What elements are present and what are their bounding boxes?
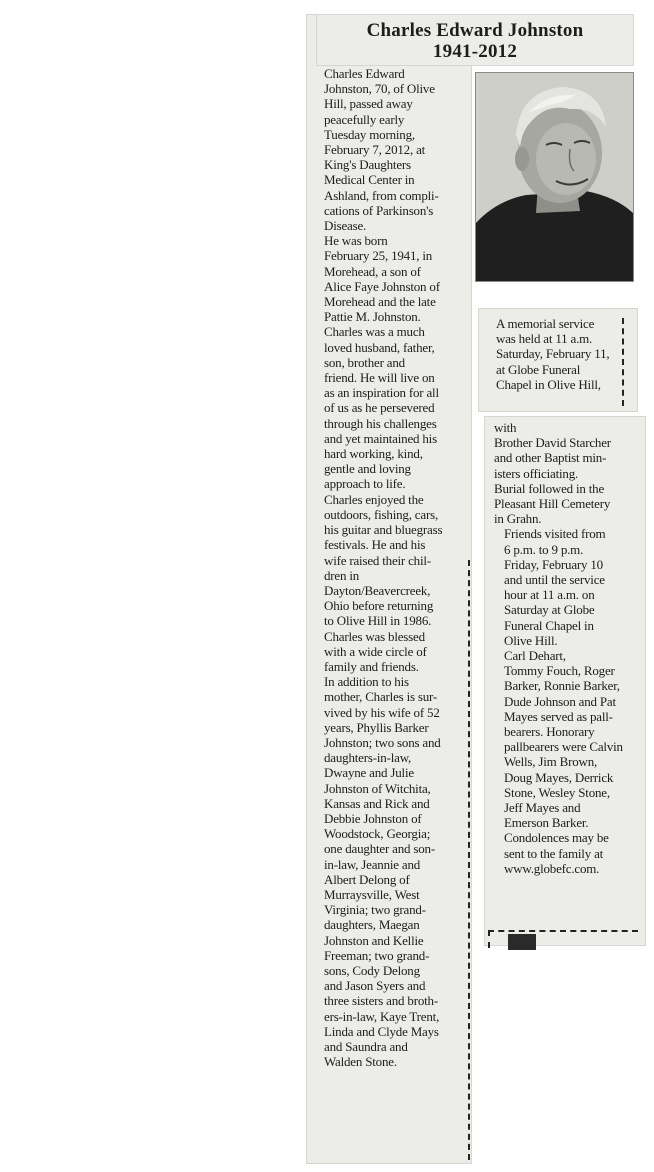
- text-line: Pleasant Hill Cemetery: [494, 496, 611, 512]
- text-line: King's Daughters: [324, 157, 411, 173]
- text-line: three sisters and broth-: [324, 993, 438, 1009]
- paragraph: [494, 648, 646, 830]
- life-years: 1941-2012: [432, 41, 518, 62]
- cut-line-bottom-left: [488, 930, 490, 948]
- text-line: Jeff Mayes and: [504, 800, 581, 816]
- text-line: Carl Dehart,: [504, 648, 566, 664]
- text-line: mother, Charles is sur-: [324, 689, 438, 705]
- paragraph: [314, 233, 472, 491]
- paragraph: [494, 526, 646, 648]
- text-line: Walden Stone.: [324, 1054, 397, 1070]
- text-line: family and friends.: [324, 658, 419, 674]
- text-line: vived by his wife of 52: [324, 704, 440, 720]
- text-line: Medical Center in: [324, 172, 415, 188]
- text-line: Johnston of Witchita,: [324, 780, 431, 796]
- paragraph: [314, 66, 472, 233]
- text-line: Ohio before returning: [324, 598, 434, 614]
- paragraph: [314, 492, 472, 674]
- text-line: ers-in-law, Kaye Trent,: [324, 1008, 440, 1024]
- text-line: his guitar and bluegrass: [324, 522, 443, 538]
- cut-line-bottom: [488, 930, 638, 932]
- text-line: bearers. Honorary: [504, 724, 595, 740]
- text-line: Emerson Barker.: [504, 815, 589, 831]
- text-line: Johnston, 70, of Olive: [324, 81, 435, 97]
- text-line: In addition to his: [324, 674, 409, 690]
- text-line: A memorial service: [496, 316, 595, 331]
- text-line: Kansas and Rick and: [324, 795, 430, 811]
- text-line: dren in: [324, 567, 360, 583]
- text-line: Freeman; two grand-: [324, 947, 430, 963]
- text-line: Charles was blessed: [324, 628, 425, 644]
- text-line: of us as he persevered: [324, 400, 435, 416]
- text-line: peacefully early: [324, 111, 405, 127]
- text-line: festivals. He and his: [324, 537, 426, 553]
- paragraph: [314, 674, 472, 1069]
- service-details-text: [494, 420, 646, 876]
- text-line: Hill, passed away: [324, 96, 413, 112]
- text-line: Olive Hill.: [504, 632, 558, 648]
- text-line: Mayes served as pall-: [504, 708, 613, 724]
- text-line: at Globe Funeral: [496, 361, 581, 377]
- text-line: Morehead and the late: [324, 294, 436, 310]
- paragraph: [494, 830, 646, 876]
- text-line: with: [494, 420, 517, 435]
- text-line: Charles was a much: [324, 324, 425, 340]
- text-line: Alice Faye Johnston of: [324, 278, 440, 294]
- text-line: and other Baptist min-: [494, 450, 607, 466]
- text-line: Johnston and Kellie: [324, 932, 424, 948]
- paragraph: [486, 316, 636, 392]
- text-line: Saturday at Globe: [504, 602, 595, 618]
- text-line: outdoors, fishing, cars,: [324, 506, 438, 522]
- text-line: hour at 11 a.m. on: [504, 587, 595, 603]
- text-line: 6 p.m. to 9 p.m.: [504, 541, 584, 557]
- text-line: cations of Parkinson's: [324, 202, 434, 218]
- text-line: son, brother and: [324, 354, 405, 370]
- text-line: February 7, 2012, at: [324, 142, 426, 158]
- text-line: Condolences may be: [504, 830, 609, 846]
- text-line: sons, Cody Delong: [324, 962, 420, 978]
- deceased-name: Charles Edward Johnston: [366, 20, 584, 41]
- text-line: Doug Mayes, Derrick: [504, 769, 614, 785]
- text-line: Virginia; two grand-: [324, 902, 426, 918]
- cut-line-side-top: [622, 318, 624, 406]
- text-line: Tuesday morning,: [324, 126, 415, 142]
- text-line: pallbearers were Calvin: [504, 739, 623, 755]
- text-line: was held at 11 a.m.: [496, 331, 593, 347]
- text-line: isters officiating.: [494, 465, 579, 481]
- text-line: sent to the family at: [504, 845, 604, 861]
- clipping-tab-mark: [508, 934, 536, 950]
- text-line: daughters, Maegan: [324, 917, 420, 933]
- text-line: Tommy Fouch, Roger: [504, 663, 615, 679]
- text-line: with a wide circle of: [324, 643, 427, 659]
- text-line: Linda and Clyde Mays: [324, 1023, 439, 1039]
- text-line: Dude Johnson and Pat: [504, 693, 616, 709]
- text-line: in Grahn.: [494, 511, 542, 527]
- text-line: and until the service: [504, 572, 605, 588]
- text-line: Johnston; two sons and: [324, 734, 441, 750]
- text-line: Debbie Johnston of: [324, 810, 422, 826]
- text-line: Ashland, from compli-: [324, 187, 439, 203]
- text-line: Charles Edward: [324, 66, 405, 81]
- text-line: and Jason Syers and: [324, 978, 426, 994]
- text-line: as an inspiration for all: [324, 385, 439, 401]
- text-line: in-law, Jeannie and: [324, 856, 421, 872]
- memorial-service-text: [486, 316, 636, 392]
- text-line: Barker, Ronnie Barker,: [504, 678, 620, 694]
- text-line: hard working, kind,: [324, 446, 423, 462]
- text-line: Saturday, February 11,: [496, 346, 610, 362]
- obituary-title: [316, 20, 634, 62]
- text-line: Funeral Chapel in: [504, 617, 594, 633]
- text-line: www.globefc.com.: [504, 860, 600, 876]
- text-line: Burial followed in the: [494, 480, 605, 496]
- cut-line-main-right: [468, 560, 470, 1160]
- text-line: Murraysville, West: [324, 886, 420, 902]
- text-line: Charles enjoyed the: [324, 491, 424, 507]
- text-line: Dayton/Beavercreek,: [324, 582, 431, 598]
- text-line: Friday, February 10: [504, 556, 603, 572]
- text-line: Stone, Wesley Stone,: [504, 784, 610, 800]
- text-line: friend. He will live on: [324, 370, 435, 386]
- text-line: Wells, Jim Brown,: [504, 754, 598, 770]
- text-line: daughters-in-law,: [324, 750, 412, 766]
- text-line: wife raised their chil-: [324, 552, 431, 568]
- text-line: and Saundra and: [324, 1039, 408, 1054]
- text-line: Woodstock, Georgia;: [324, 826, 431, 842]
- text-line: through his challenges: [324, 415, 437, 431]
- text-line: one daughter and son-: [324, 841, 435, 857]
- text-line: approach to life.: [324, 476, 406, 492]
- text-line: Dwayne and Julie: [324, 765, 414, 781]
- text-line: gentle and loving: [324, 461, 411, 477]
- text-line: Brother David Starcher: [494, 435, 611, 451]
- text-line: loved husband, father,: [324, 339, 435, 355]
- portrait-photo-icon: [475, 72, 634, 282]
- text-line: He was born: [324, 233, 388, 249]
- main-column-text: [314, 66, 472, 1069]
- text-line: years, Phyllis Barker: [324, 719, 429, 735]
- text-line: February 25, 1941, in: [324, 248, 433, 264]
- text-line: Pattie M. Johnston.: [324, 309, 421, 325]
- text-line: Morehead, a son of: [324, 263, 421, 279]
- text-line: Albert Delong of: [324, 871, 410, 887]
- text-line: Chapel in Olive Hill,: [496, 376, 601, 392]
- text-line: and yet maintained his: [324, 430, 437, 446]
- text-line: Disease.: [324, 218, 367, 234]
- text-line: to Olive Hill in 1986.: [324, 613, 432, 629]
- text-line: Friends visited from: [504, 526, 606, 542]
- paragraph: [494, 420, 646, 526]
